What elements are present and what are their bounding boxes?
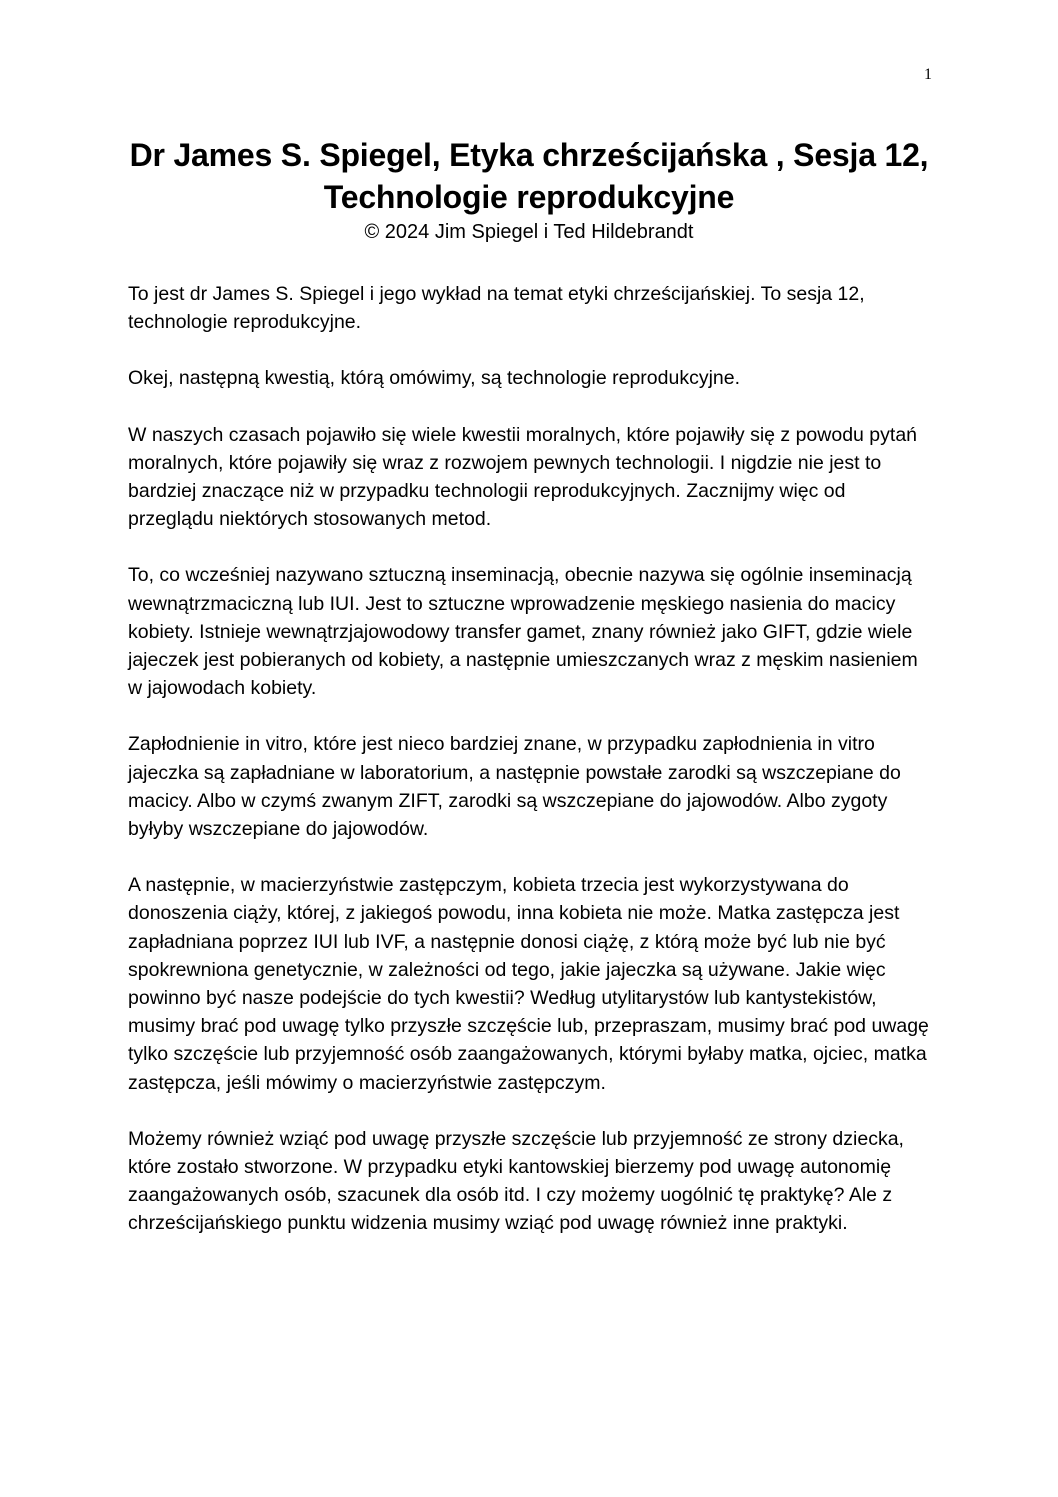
title-line-2: Technologie reprodukcyjne xyxy=(323,179,735,215)
paragraph-2: Okej, następną kwestią, którą omówimy, są technologie reprodukcyjne. xyxy=(128,367,741,390)
copyright-notice: © 2024 Jim Spiegel i Ted Hildebrandt xyxy=(364,221,694,243)
paragraph-5: Zapłodnienie in vitro, które jest nieco bardziej znane, w przypadku zapłodnienia in vitro jajeczka są zapładniane w laboratorium, a następnie powstałe zarodki są wszczepiane do macicy. Albo w czymś zwanym ZIFT, zarodki są wszczepiane do jajowodów. Albo zygoty byłyby wszczepiane do jajowodów. xyxy=(128,733,901,841)
paragraph-6: A następnie, w macierzyństwie zastępczym, kobieta trzecia jest wykorzystywana do donoszenia ciąży, której, z jakiegoś powodu, inna kobieta nie może. Matka zastępcza jest zapładniana poprzez IUI lub IVF, a następnie donosi ciążę, z którą może być lub nie być spokrewniona genetycznie, w zależności od tego, jakie jajeczka są używane. Jakie więc powinno być nasze podejście do tych kwestii? Według utylitarystów lub kantystekistów, musimy brać pod uwagę tylko przyszłe szczęście lub, przepraszam, musimy brać pod uwagę tylko szczęście lub przyjemność osób zaangażowanych, którymi byłaby matka, ojciec, matka zastępcza, jeśli mówimy o macierzyństwie zastępczym. xyxy=(128,874,929,1094)
paragraph-4: To, co wcześniej nazywano sztuczną inseminacją, obecnie nazywa się ogólnie inseminacją wewnątrzmaciczną lub IUI. Jest to sztuczne wprowadzenie męskiego nasienia do macicy kobiety. Istnieje wewnątrzjajowodowy transfer gamet, znany również jako GIFT, gdzie wiele jajeczek jest pobieranych od kobiety, a następnie umieszczanych wraz z męskim nasieniem w jajowodach kobiety. xyxy=(128,564,918,700)
page-number: 1 xyxy=(924,66,932,83)
paragraph-7: Możemy również wziąć pod uwagę przyszłe szczęście lub przyjemność ze strony dziecka, które zostało stworzone. W przypadku etyki kantowskiej bierzemy pod uwagę autonomię zaangażowanych osób, szacunek dla osób itd. I czy możemy uogólnić tę praktykę? Ale z chrześcijańskiego punktu widzenia musimy wziąć pod uwagę również inne praktyki. xyxy=(128,1127,904,1235)
paragraph-1: To jest dr James S. Spiegel i jego wykład na temat etyki chrześcijańskiej. To sesja 12, technologie reprodukcyjne. xyxy=(128,283,865,334)
title-line-1: Dr James S. Spiegel, Etyka chrześcijańska , Sesja 12, xyxy=(129,137,929,173)
paragraph-3: W naszych czasach pojawiło się wiele kwestii moralnych, które pojawiły się z powodu pytań moralnych, które pojawiły się wraz z rozwojem pewnych technologii. I nigdzie nie jest to bardziej znaczące niż w przypadku technologii reprodukcyjnych. Zacznijmy więc od przeglądu niektórych stosowanych metod. xyxy=(128,423,918,531)
document-title xyxy=(100,134,958,218)
body-text xyxy=(128,280,934,1266)
title-block xyxy=(100,134,958,244)
